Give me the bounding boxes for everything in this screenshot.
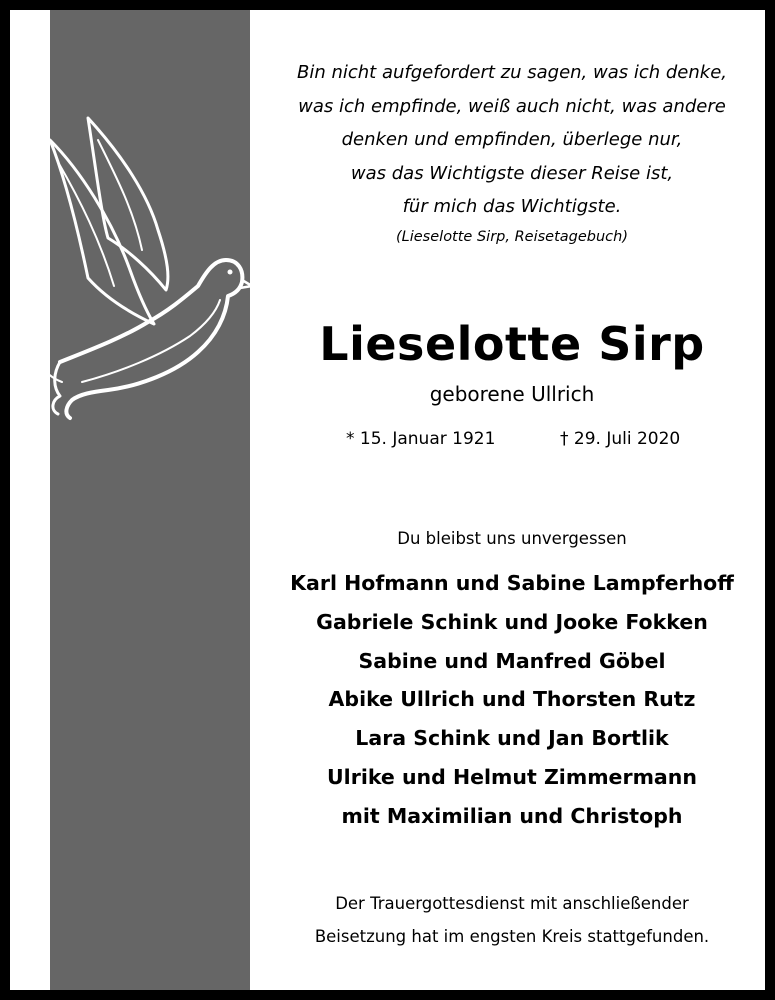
quote-line: was ich empfinde, weiß auch nicht, was andere: [298, 95, 726, 117]
mourner-entry: Abike Ullrich und Thorsten Rutz: [328, 687, 696, 712]
mourner-entry: Karl Hofmann und Sabine Lampferhoff: [290, 571, 734, 595]
obituary-card: [10, 10, 765, 990]
memorial-quote: [272, 56, 752, 250]
mourner-entry: Lara Schink und Jan Bortlik: [355, 726, 669, 751]
obituary-text: [272, 10, 752, 990]
notice-line: Beisetzung hat im engsten Kreis stattgefunden.: [314, 927, 710, 946]
death-date: † 29. Juli 2020: [560, 429, 681, 449]
notice-line: Der Trauergottesdienst mit anschließender: [335, 894, 689, 913]
deceased-name: Lieselotte Sirp: [319, 317, 705, 371]
mourner-entry: Ulrike und Helmut Zimmermann: [327, 764, 697, 789]
quote-line: denken und empfinden, überlege nur,: [341, 129, 683, 150]
mourner-entry: mit Maximilian und Christoph: [341, 803, 683, 828]
dove-icon: [30, 100, 260, 430]
quote-line: für mich das Wichtigste.: [402, 196, 622, 217]
mourners-list: [272, 564, 752, 836]
maiden-name: geborene Ullrich: [429, 382, 595, 406]
quote-line: was das Wichtigste dieser Reise ist,: [350, 162, 674, 184]
quote-line: Bin nicht aufgefordert zu sagen, was ich denke,: [296, 62, 728, 83]
quote-source: (Lieselotte Sirp, Reisetagebuch): [396, 228, 628, 245]
mourner-entry: Gabriele Schink und Jooke Fokken: [316, 609, 708, 634]
funeral-notice: [272, 887, 752, 953]
birth-date: * 15. Januar 1921: [346, 429, 496, 449]
mourner-entry: Sabine und Manfred Göbel: [358, 648, 666, 673]
motto: Du bleibst uns unvergessen: [397, 529, 627, 548]
